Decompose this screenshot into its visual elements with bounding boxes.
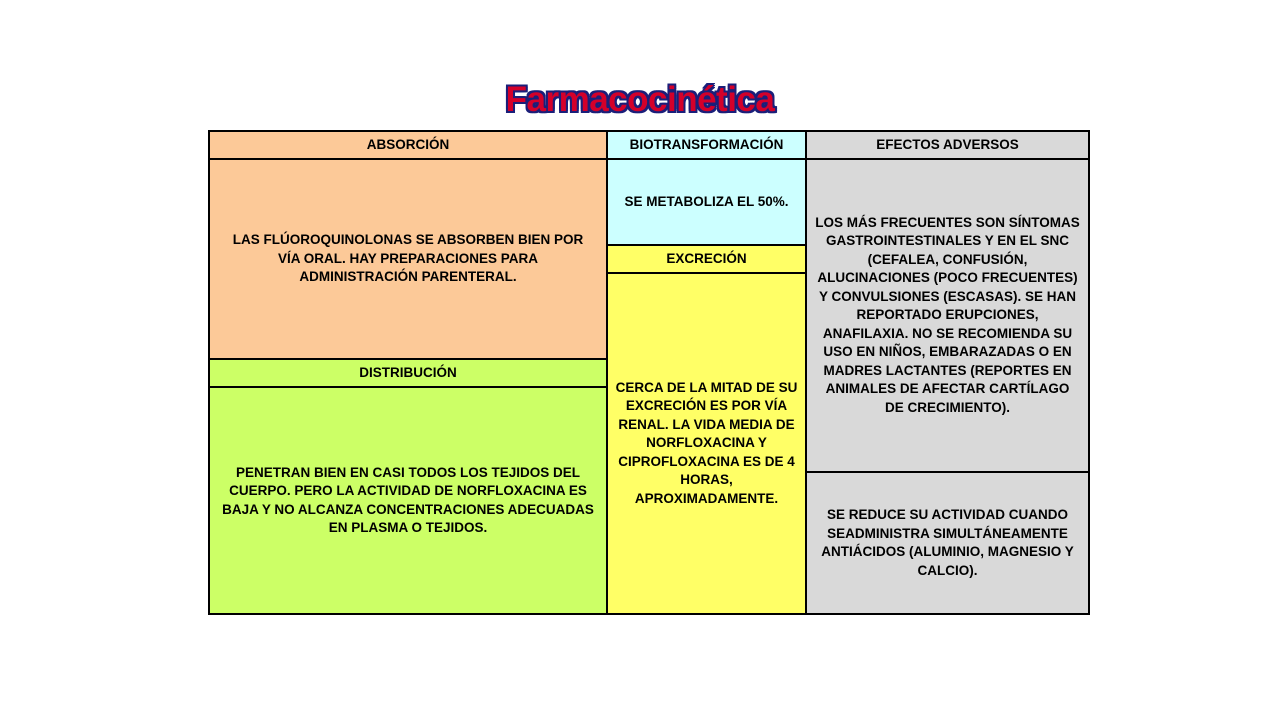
- efectos-adversos-header: EFECTOS ADVERSOS: [805, 130, 1090, 160]
- efectos-adversos-text: LOS MÁS FRECUENTES SON SÍNTOMAS GASTROINTESTINALES Y EN EL SNC (CEFALEA, CONFUSIÓN, ALUCINACIONES (POCO FRECUENTES) Y CONVULSIONES (ESCASAS). SE HAN REPORTADO ERUPCIONES, ANAFILAXIA. NO SE RECOMIENDA SU USO EN NIÑOS, EMBARAZADAS O EN MADRES LACTANTES (REPORTES EN ANIMALES DE AFECTAR CARTÍLAGO DE CRECIMIENTO).: [805, 158, 1090, 473]
- absorcion-header: ABSORCIÓN: [208, 130, 608, 160]
- interacciones-text: SE REDUCE SU ACTIVIDAD CUANDO SEADMINISTRA SIMULTÁNEAMENTE ANTIÁCIDOS (ALUMINIO, MAGNESIO Y CALCIO).: [805, 471, 1090, 615]
- absorcion-text: LAS FLÚOROQUINOLONAS SE ABSORBEN BIEN POR VÍA ORAL. HAY PREPARACIONES PARA ADMINISTRACIÓN PARENTERAL.: [208, 158, 608, 360]
- distribucion-text: PENETRAN BIEN EN CASI TODOS LOS TEJIDOS DEL CUERPO. PERO LA ACTIVIDAD DE NORFLOXACINA ES BAJA Y NO ALCANZA CONCENTRACIONES ADECUADAS EN PLASMA O TEJIDOS.: [208, 386, 608, 615]
- biotransformacion-header: BIOTRANSFORMACIÓN: [606, 130, 807, 160]
- biotransformacion-text: SE METABOLIZA EL 50%.: [606, 158, 807, 246]
- excrecion-header: EXCRECIÓN: [606, 244, 807, 274]
- excrecion-text: CERCA DE LA MITAD DE SU EXCRECIÓN ES POR VÍA RENAL. LA VIDA MEDIA DE NORFLOXACINA Y CIPROFLOXACINA ES DE 4 HORAS, APROXIMADAMENTE.: [606, 272, 807, 615]
- distribucion-header: DISTRIBUCIÓN: [208, 358, 608, 388]
- page-title: Farmacocinética: [505, 80, 775, 119]
